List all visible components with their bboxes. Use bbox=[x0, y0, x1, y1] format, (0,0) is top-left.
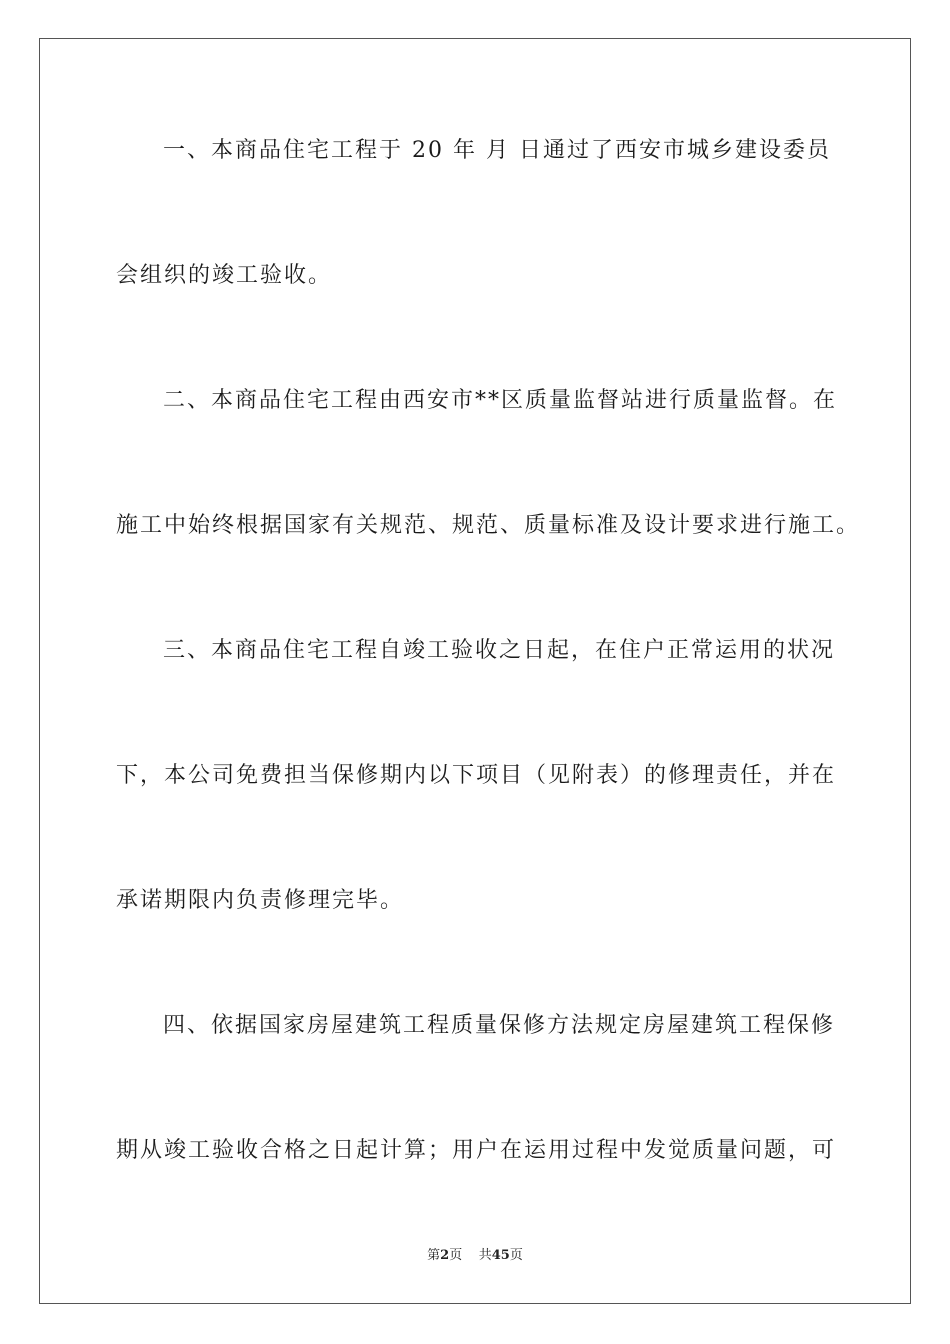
page-number: 2 bbox=[440, 1248, 450, 1263]
total-pages: 45 bbox=[491, 1248, 510, 1263]
paragraph-4-line-1: 四、依据国家房屋建筑工程质量保修方法规定房屋建筑工程保修 bbox=[163, 1013, 836, 1038]
total-prefix: 共 bbox=[478, 1248, 492, 1263]
paragraph-2-line-2: 施工中始终根据国家有关规范、规范、质量标准及设计要求进行施工。 bbox=[116, 513, 861, 538]
paragraph-3-line-3: 承诺期限内负责修理完毕。 bbox=[116, 888, 405, 913]
page-suffix: 页 bbox=[449, 1248, 463, 1263]
paragraph-3-line-2: 下，本公司免费担当保修期内以下项目（见附表）的修理责任，并在 bbox=[116, 763, 837, 788]
paragraph-1-line-1: 一、本商品住宅工程于 20 年 月 日通过了西安市城乡建设委员 bbox=[163, 138, 831, 163]
paragraph-2-line-1: 二、本商品住宅工程由西安市**区质量监督站进行质量监督。在 bbox=[163, 388, 838, 413]
page-prefix: 第 bbox=[427, 1248, 441, 1263]
total-suffix: 页 bbox=[509, 1248, 523, 1263]
page-border bbox=[39, 38, 911, 1304]
paragraph-1-line-2: 会组织的竣工验收。 bbox=[116, 263, 333, 288]
paragraph-4-line-2: 期从竣工验收合格之日起计算；用户在运用过程中发觉质量问题，可 bbox=[116, 1138, 837, 1163]
page-footer bbox=[0, 1247, 950, 1265]
paragraph-3-line-1: 三、本商品住宅工程自竣工验收之日起，在住户正常运用的状况 bbox=[163, 638, 836, 663]
